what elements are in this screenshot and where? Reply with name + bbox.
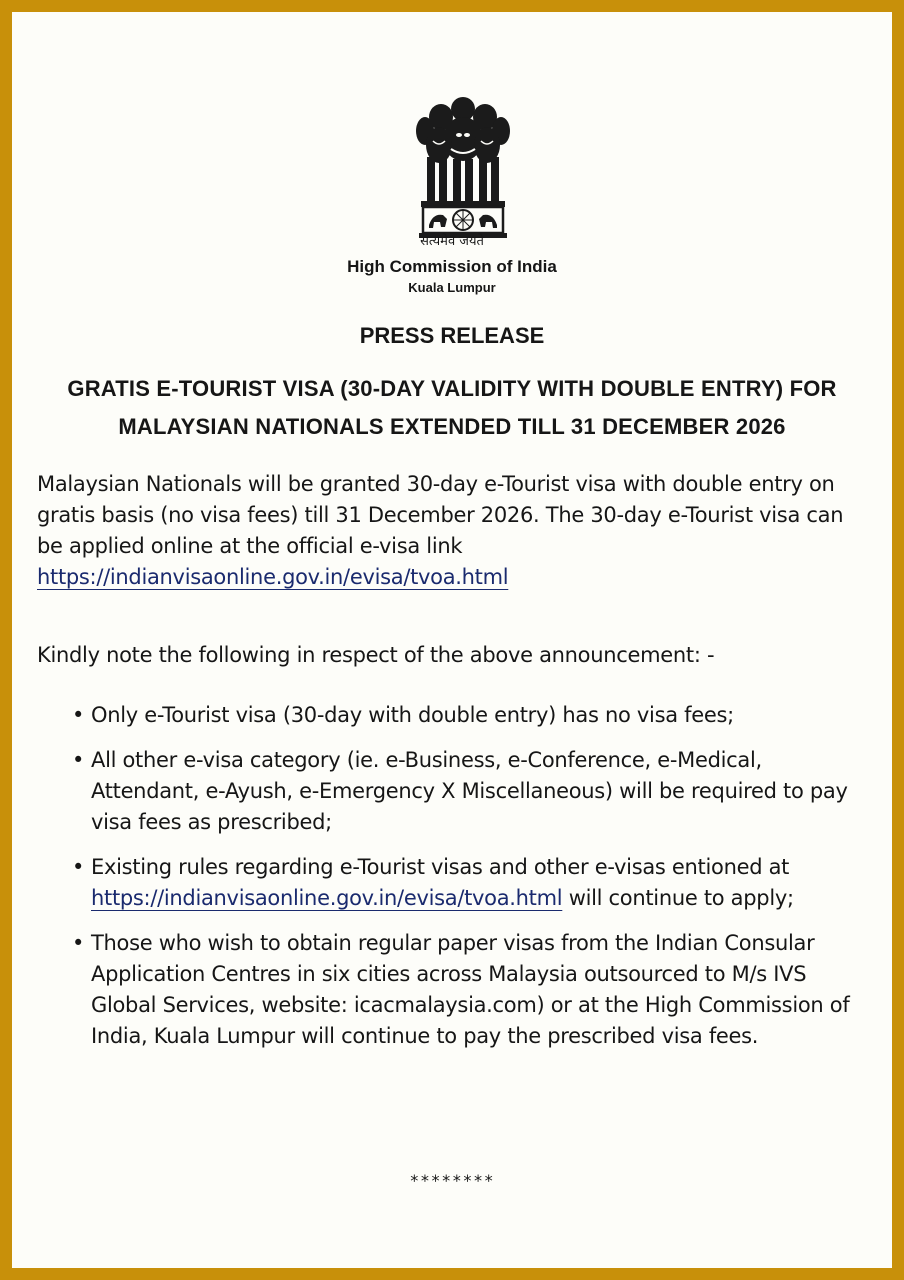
list-item <box>72 852 862 914</box>
emblem-motto: सत्यमेव जयते <box>420 234 484 249</box>
bullet-icon: • <box>72 703 85 727</box>
intro-paragraph <box>37 469 867 593</box>
headline: GRATIS E-TOURIST VISA (30-DAY VALIDITY WITH DOUBLE ENTRY) FOR MALAYSIAN NATIONALS EXTENDED TILL 31 DECEMBER 2026 <box>67 376 837 439</box>
intro-text: Malaysian Nationals will be granted 30-day e-Tourist visa with double entry on gratis basis (no visa fees) till 31 December 2026. The 30-day e-Tourist visa can be applied online at the official e-visa link <box>37 472 844 558</box>
evisa-rules-link[interactable]: https://indianvisaonline.gov.in/evisa/tvoa.html <box>91 886 563 910</box>
national-emblem-icon <box>415 95 511 240</box>
list-item-text: will continue to apply; <box>568 886 794 910</box>
announcement-list <box>72 700 862 1066</box>
list-item-text: Those who wish to obtain regular paper visas from the Indian Consular Application Centres in six cities across Malaysia outsourced to M/s IVS Global Services, website: icacmalaysia.com) or at the High Commission of India, Kuala Lumpur will continue to pay the prescribed visa fees. <box>91 931 850 1048</box>
end-mark: ******** <box>409 1171 495 1190</box>
list-item <box>72 745 862 838</box>
bullet-icon: • <box>72 931 85 955</box>
press-release-label: PRESS RELEASE <box>359 323 545 348</box>
bullet-icon: • <box>72 748 85 772</box>
list-item <box>72 700 862 731</box>
office-city: Kuala Lumpur <box>408 280 496 295</box>
list-item-text: Existing rules regarding e-Tourist visas and other e-visas entioned at <box>91 855 790 879</box>
list-item-text: Only e-Tourist visa (30-day with double entry) has no visa fees; <box>91 703 734 727</box>
list-item-text: All other e-visa category (ie. e-Business, e-Conference, e-Medical, Attendant, e-Ayush, e-Emergency X Miscellaneous) will be required to pay visa fees as prescribed; <box>91 748 848 834</box>
bullet-icon: • <box>72 855 85 879</box>
press-release-page <box>12 12 892 1268</box>
note-intro: Kindly note the following in respect of the above announcement: - <box>37 643 715 667</box>
office-name: High Commission of India <box>347 257 557 276</box>
evisa-link[interactable]: https://indianvisaonline.gov.in/evisa/tvoa.html <box>37 565 509 589</box>
list-item <box>72 928 862 1052</box>
